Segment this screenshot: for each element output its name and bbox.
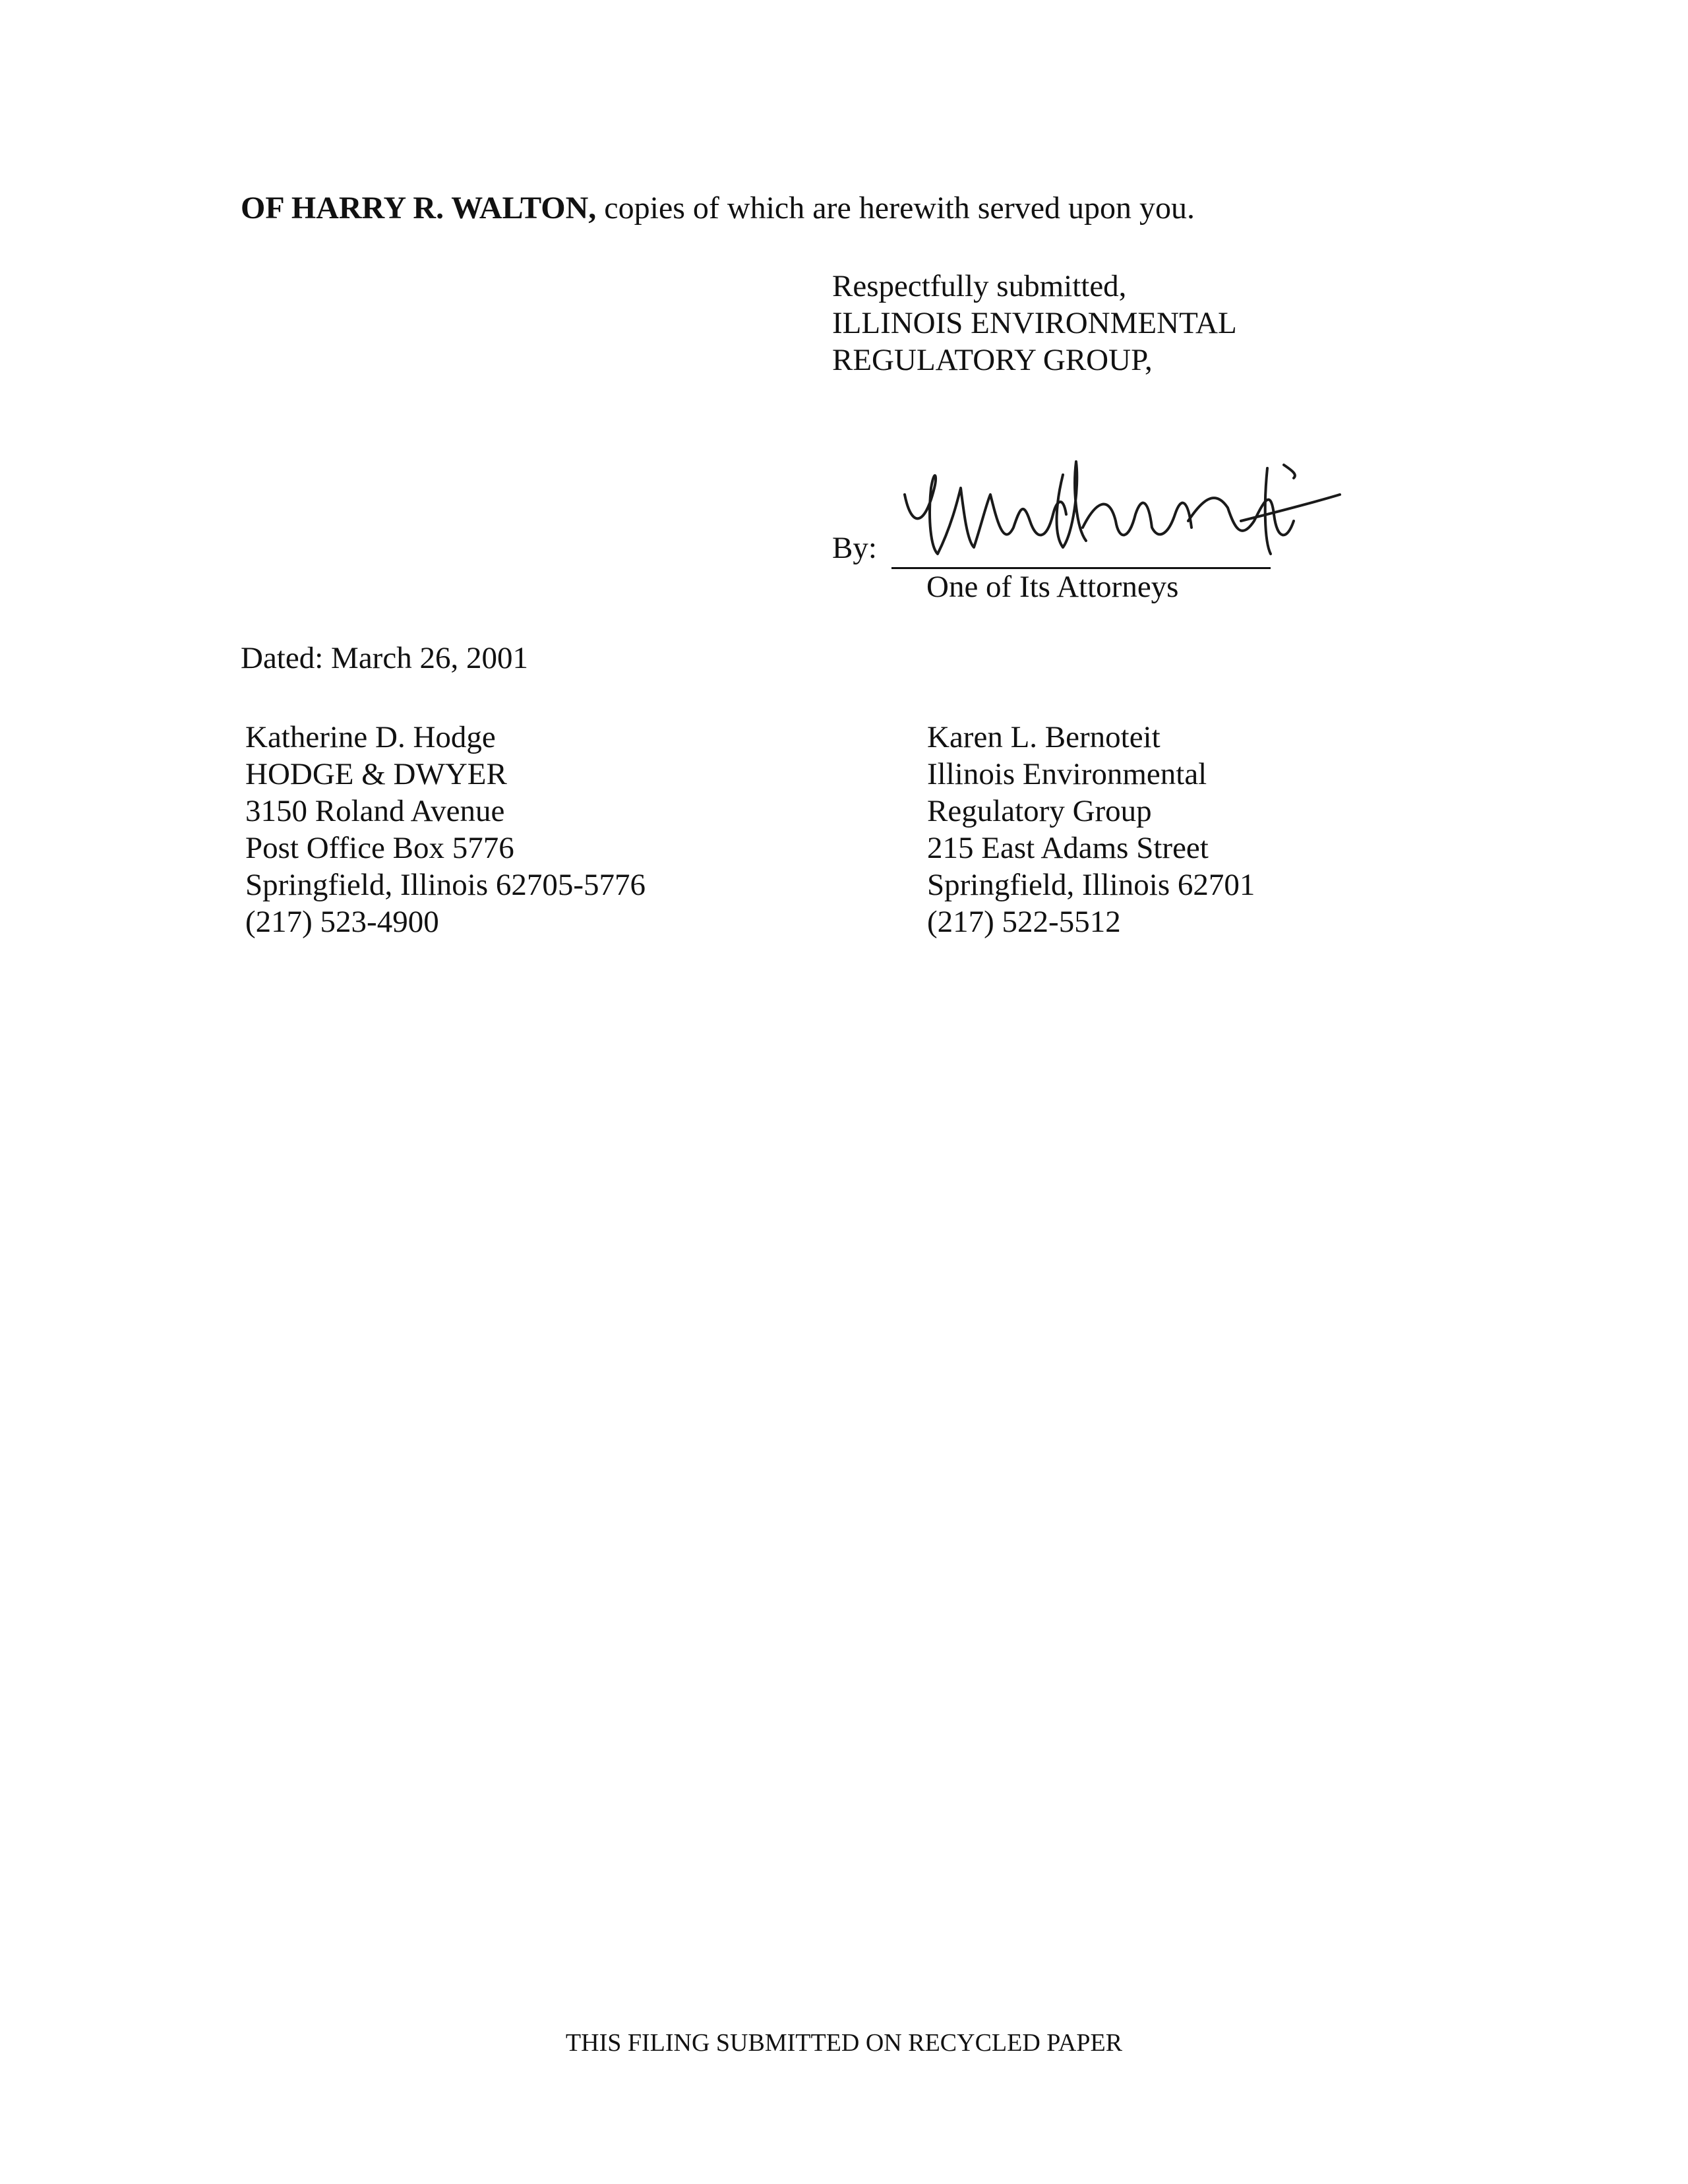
dated-line: Dated: March 26, 2001	[241, 641, 528, 675]
handwritten-signature	[898, 448, 1346, 580]
submission-block	[832, 268, 1237, 379]
contact-line: 215 East Adams Street	[927, 831, 1209, 865]
left-contact-block	[245, 719, 646, 940]
by-label: By:	[832, 531, 877, 565]
submission-line: REGULATORY GROUP,	[832, 343, 1153, 377]
contact-line: Post Office Box 5776	[245, 831, 514, 865]
contact-line: Springfield, Illinois 62701	[927, 868, 1255, 902]
contact-line: Karen L. Bernoteit	[927, 720, 1160, 754]
contact-line: Katherine D. Hodge	[245, 720, 496, 754]
intro-paragraph	[241, 190, 1195, 227]
contact-line: (217) 523-4900	[245, 905, 439, 939]
contact-line: Illinois Environmental	[927, 757, 1207, 791]
intro-text: copies of which are herewith served upon you.	[596, 191, 1195, 226]
contact-line: Regulatory Group	[927, 794, 1152, 828]
contact-line: (217) 522-5512	[927, 905, 1121, 939]
signature-caption: One of Its Attorneys	[926, 570, 1179, 604]
submission-line: Respectfully submitted,	[832, 269, 1127, 303]
right-contact-block	[927, 719, 1255, 940]
submission-line: ILLINOIS ENVIRONMENTAL	[832, 306, 1237, 340]
intro-bold-text: OF HARRY R. WALTON,	[241, 191, 597, 226]
contact-line: Springfield, Illinois 62705-5776	[245, 868, 646, 902]
contact-line: 3150 Roland Avenue	[245, 794, 505, 828]
footer-note: THIS FILING SUBMITTED ON RECYCLED PAPER	[565, 2029, 1123, 2057]
contact-line: HODGE & DWYER	[245, 757, 507, 791]
